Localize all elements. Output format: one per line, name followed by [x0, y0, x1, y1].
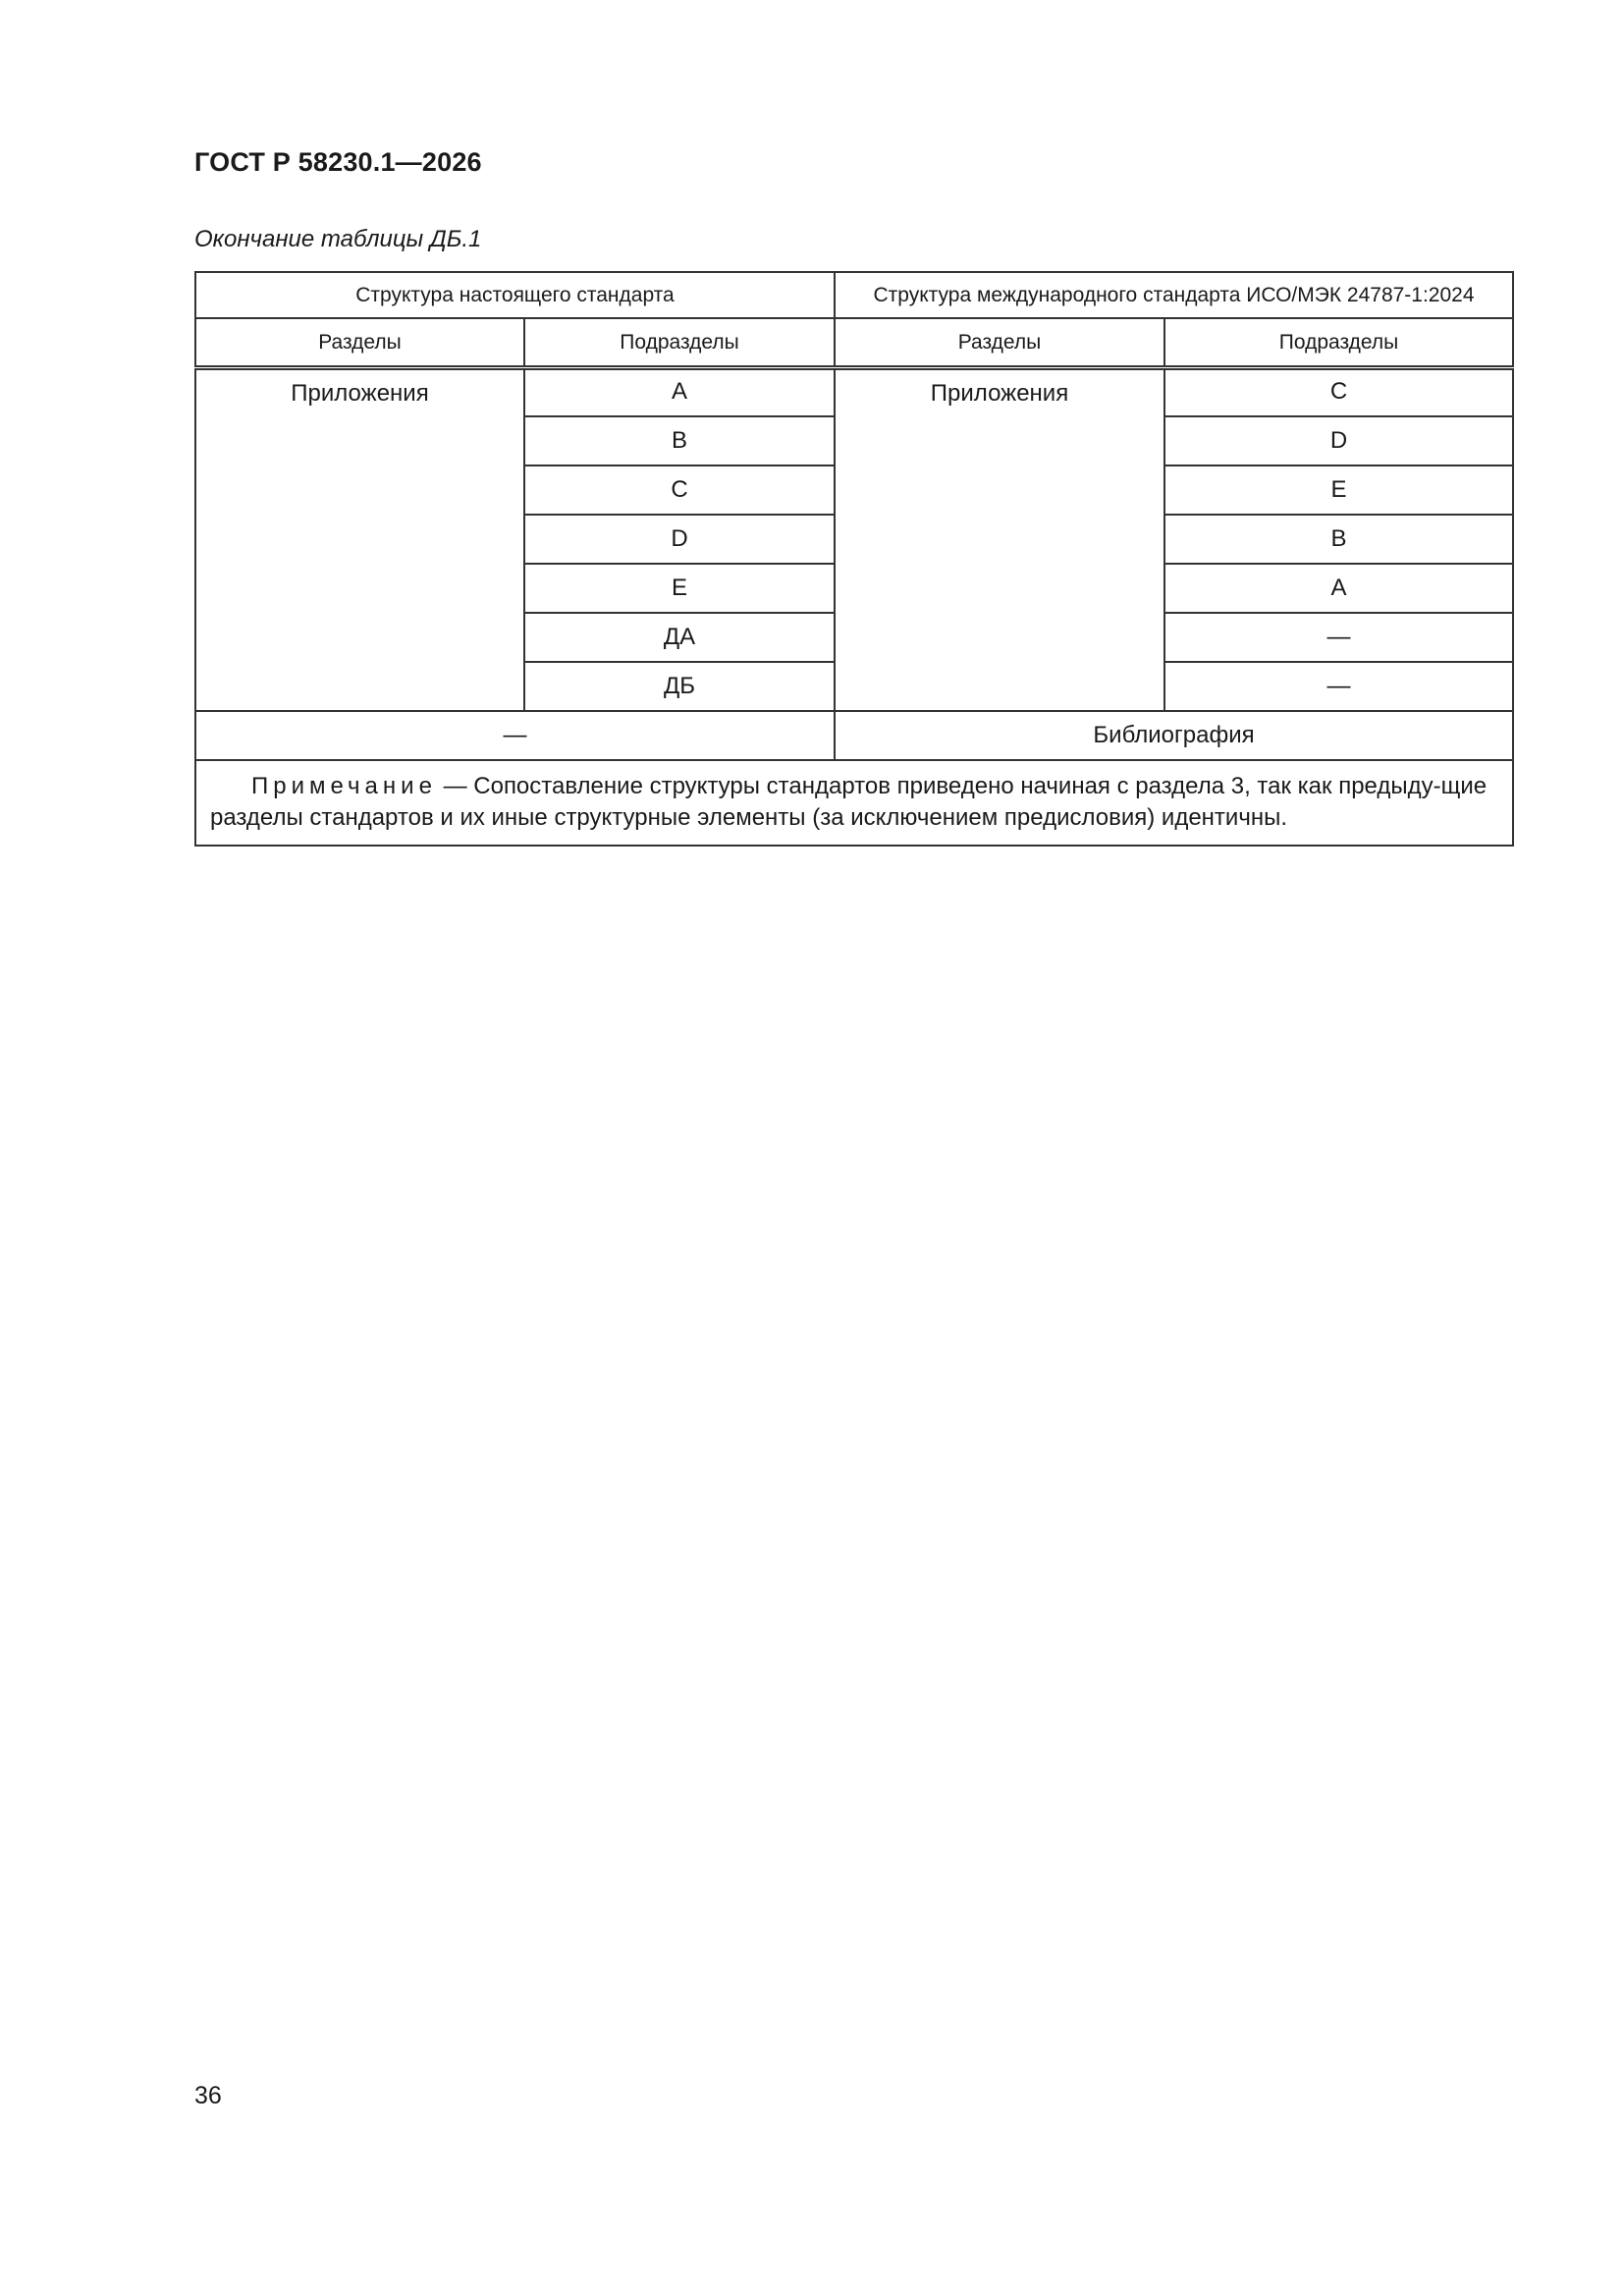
column-header-sections-national: Разделы: [195, 318, 524, 367]
subsection-cell-national: ДА: [524, 613, 835, 662]
subsection-cell-national: C: [524, 465, 835, 515]
subsection-cell-international: C: [1164, 367, 1513, 416]
subsection-cell-national: B: [524, 416, 835, 465]
subsection-cell-international: —: [1164, 613, 1513, 662]
column-header-sections-international: Разделы: [835, 318, 1164, 367]
subsection-cell-international: E: [1164, 465, 1513, 515]
subsection-cell-international: A: [1164, 564, 1513, 613]
section-cell-national: Приложения: [195, 367, 524, 711]
section-cell-international: Приложения: [835, 367, 1164, 711]
subsection-cell-international: —: [1164, 662, 1513, 711]
subsection-cell-national: D: [524, 515, 835, 564]
group-header-national: Структура настоящего стандарта: [195, 272, 835, 318]
table-row: [195, 367, 1513, 416]
column-header-subsections-international: Подразделы: [1164, 318, 1513, 367]
structure-comparison-table: [194, 271, 1514, 847]
page-number: 36: [194, 2082, 222, 2109]
table-caption: Окончание таблицы ДБ.1: [194, 226, 482, 252]
bibliography-cell-national: —: [195, 711, 835, 760]
subsection-cell-international: D: [1164, 416, 1513, 465]
subsection-cell-national: ДБ: [524, 662, 835, 711]
note-label: Примечание: [251, 773, 437, 799]
bibliography-cell-international: Библиография: [835, 711, 1513, 760]
subsection-cell-international: B: [1164, 515, 1513, 564]
note-cell: [195, 760, 1513, 846]
bibliography-row: [195, 711, 1513, 760]
document-code: ГОСТ Р 58230.1—2026: [194, 147, 482, 177]
subsection-cell-national: E: [524, 564, 835, 613]
note-row: [195, 760, 1513, 846]
group-header-international: Структура международного стандарта ИСО/МЭК 24787-1:2024: [835, 272, 1513, 318]
subsection-cell-national: A: [524, 367, 835, 416]
column-header-subsections-national: Подразделы: [524, 318, 835, 367]
note-text: — Сопоставление структуры стандартов приведено начиная с раздела 3, так как предыду-щие разделы стандартов и их иные структурные элементы (за исключением предисловия) идентичны.: [210, 773, 1488, 832]
